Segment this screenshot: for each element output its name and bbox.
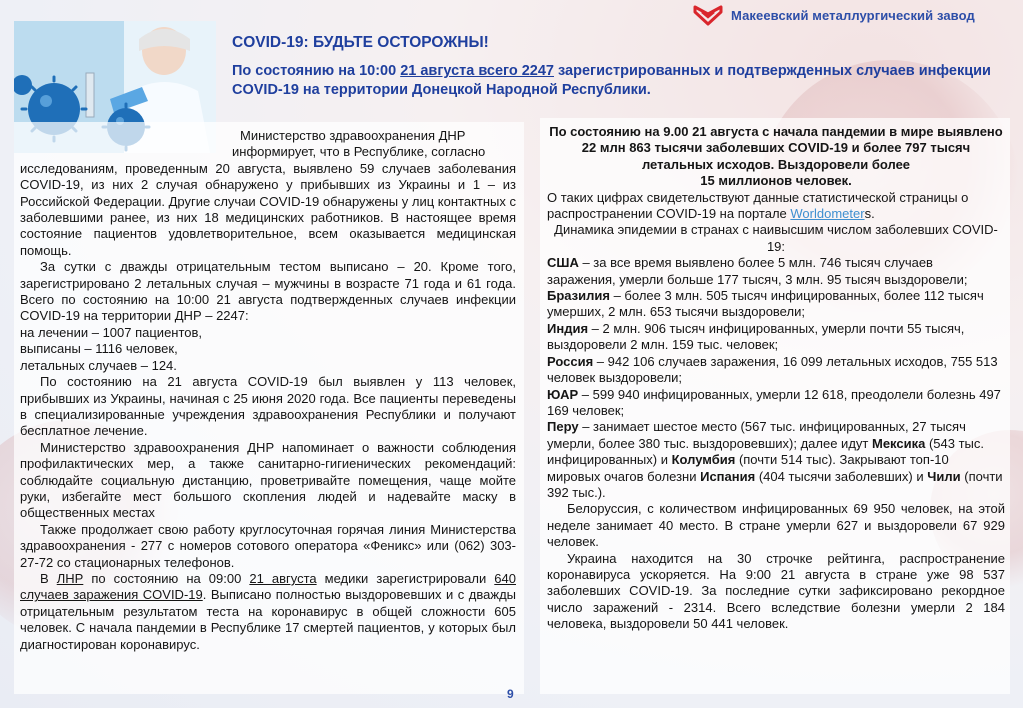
prevention-paragraph: Министерство здравоохранения ДНР напоминает о важности соблюдения профилактических мер, а также санитарно-гигиенических рекомендаций: соблюдайте социальную дистанцию, проветривайте помещения, чаще мойте руки, избегайте мест большого скопления людей и надевайте маску в общественных местах [20, 439, 516, 521]
country-russia: Россия – 942 106 случаев заражения, 16 099 летальных исходов, 755 513 человек выздоровели; [547, 353, 998, 386]
worldometers-link[interactable]: Worldometer [790, 206, 865, 222]
intro-line-2: информирует, что в Республике, согласно [232, 144, 486, 160]
ukraine-paragraph: Украина находится на 30 строчке рейтинга, распространение коронавируса ускоряется. На 9:00 21 августа в стране уже 98 537 заболевших COVID-19. За последние сутки зафиксировано рекордное число заражений - 2314. Всего вследствие болезни умерли 2 184 человека, выздоровели 50 441 человек. [547, 550, 1005, 632]
intro-paragraph: исследованиям, проведенным 20 августа, выявлено 59 случаев заболевания COVID-19, из них 2 случая обнаружено у прибывших из Украины и 1 – из Российской Федерации. Другие случаи COVID-19 обнаружены у лиц контактных с заболевшими ранее, из них 18 медицинских работников. В настоящее время состояние пациентов удовлетворительное, всем оказывается медицинская помощь. [20, 160, 516, 258]
company-logo [693, 4, 975, 26]
left-column [20, 128, 516, 653]
right-column [547, 124, 1005, 633]
country-india: Индия – 2 млн. 906 тысяч инфицированных, умерли почти 55 тысяч, выздоровели 2 млн. 159 тыс. человек; [547, 320, 965, 353]
stat-discharged: выписаны – 1116 человек, [20, 341, 178, 357]
mmz-logo-icon [693, 4, 723, 26]
discharge-paragraph: За сутки с дважды отрицательным тестом выписано – 20. Кроме того, зарегистрировано 2 летальных случая – мужчины в возрасте 71 года и 61 года. Всего по состоянию на 10:00 21 августа подтвержденных случаев инфекции COVID-19 на территории ДНР – 2247: [20, 259, 516, 324]
world-recovered-heading: 15 миллионов человек. [700, 173, 852, 189]
stat-treatment: на лечении – 1007 пациентов, [20, 324, 203, 340]
page-title: COVID-19: БУДЬТЕ ОСТОРОЖНЫ! [232, 34, 489, 51]
country-peru-and-others: Перу – занимает шестое место (567 тыс. инфицированных, 27 тысяч умерли, более 380 тыс. выздоровевших); далее идут Мексика (543 тыс. инфицированных) и Колумбия (почти 514 тыс). Закрывают топ-10 мировых очагов болезни Испания (404 тысячи заболевших) и Чили (почти 392 тыс.). [547, 419, 1003, 500]
country-south-africa: ЮАР – 599 940 инфицированных, умерли 12 618, преодолели болезнь 497 169 человек; [547, 386, 1001, 418]
dynamics-heading: Динамика эпидемии в странах с наивысшим числом заболевших COVID-19: [554, 222, 998, 254]
subtitle-text: зарегистрированных и подтвержденных случаев инфекции COVID-19 на территории Донецкой Народной Республики. [232, 63, 991, 98]
world-summary-heading: По состоянию на 9.00 21 августа с начала пандемии в мире выявлено 22 млн 863 тысячи заболевших COVID-19 и более 797 тысяч летальных исходов. Выздоровели более [549, 124, 1003, 172]
country-brazil: Бразилия – более 3 млн. 505 тысяч инфицированных, более 112 тысяч умерших, 2 млн. 653 тысячи выздоровели; [547, 288, 984, 320]
subtitle-text: По состоянию на 10:00 [232, 63, 401, 79]
hotline-paragraph: Также продолжает свою работу круглосуточная горячая линия Министерства здравоохранения - 277 с номеров сотового оператора «Феникс» или (062) 303-27-72 со стационарных телефонов. [20, 521, 516, 570]
country-usa: США – за все время выявлено более 5 млн. 746 тысяч случаев заражения, умерли больше 177 тысяч, 3 млн. 95 тысяч выздоровели; [547, 255, 968, 287]
ukraine-arrivals-paragraph: По состоянию на 21 августа COVID-19 был выявлен у 113 человек, прибывших из Украины, начиная с 25 июня 2020 года. Все пациенты переведены в специализированные учреждения здравоохранения Республики и получают бесплатное лечение. [20, 374, 516, 439]
lnr-link[interactable]: ЛНР [56, 570, 84, 586]
subtitle-highlight: 21 августа всего 2247 [400, 63, 554, 79]
lnr-paragraph: В ЛНР по состоянию на 09:00 21 августа медики зарегистрировали 640 случаев заражения COVID-19. Выписано полностью выздоровевших и с дважды отрицательным результатом теста на коронавирус в общей сложности 605 человек. С начала пандемии в Республике 17 смертей пациентов, у которых был диагностирован коронавирус. [20, 570, 517, 652]
page-subtitle [232, 62, 1002, 100]
stat-deaths: летальных случаев – 124. [20, 357, 177, 373]
page-number: 9 [507, 687, 514, 701]
belarus-paragraph: Белоруссия, с количеством инфицированных 69 950 человек, на этой неделе занимает 40 место. В стране умерли 627 и выздоровели 67 929 человек. [547, 501, 1005, 550]
source-paragraph: О таких цифрах свидетельствуют данные статистической страницы о распространении COVID-19 на портале Worldometers. [547, 189, 969, 222]
company-name: Макеевский металлургический завод [731, 7, 975, 23]
intro-line-1: Министерство здравоохранения ДНР [240, 128, 466, 143]
